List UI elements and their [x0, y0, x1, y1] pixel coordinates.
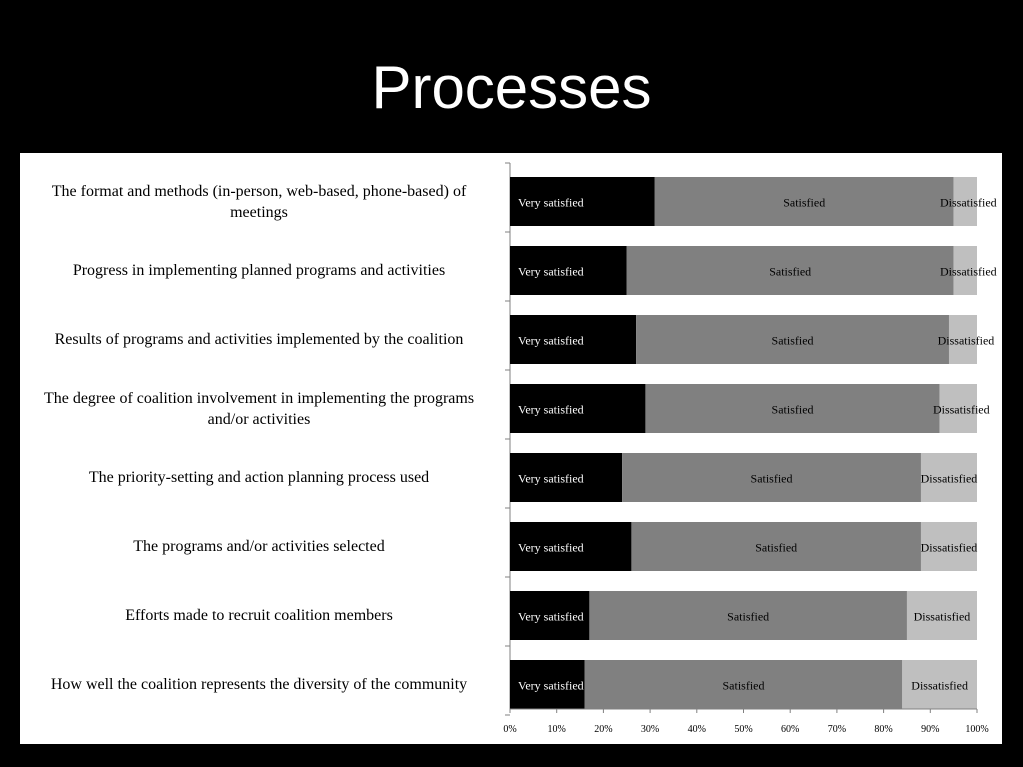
data-label-satisfied: Satisfied — [727, 609, 770, 624]
data-label-satisfied: Satisfied — [750, 471, 793, 486]
stacked-bar-chart — [20, 153, 1002, 744]
x-tick-label: 20% — [594, 724, 613, 735]
category-label: The programs and/or activities selected — [133, 538, 385, 555]
x-tick-label: 100% — [965, 724, 989, 735]
data-label-dissatisfied: Dissatisfied — [911, 678, 968, 693]
data-label-satisfied: Satisfied — [771, 333, 814, 348]
data-label-satisfied: Satisfied — [783, 195, 826, 210]
data-label-dissatisfied: Dissatisfied — [939, 195, 997, 210]
data-label-very-satisfied: Very satisfied — [518, 609, 584, 624]
x-tick-label: 30% — [640, 724, 660, 735]
x-tick-label: 0% — [503, 724, 517, 735]
data-label-very-satisfied: Very satisfied — [518, 333, 584, 348]
category-label: Progress in implementing planned programs and activities — [72, 262, 446, 279]
x-tick-label: 90% — [921, 724, 940, 735]
data-label-satisfied: Satisfied — [769, 264, 812, 279]
data-label-dissatisfied: Dissatisfied — [913, 609, 971, 624]
data-label-satisfied: Satisfied — [722, 678, 765, 693]
category-label: The degree of coalition involvement in implementing the programs and/or activities — [43, 389, 475, 428]
category-label: The priority-setting and action planning process used — [88, 469, 430, 486]
x-tick-label: 10% — [547, 724, 566, 735]
x-tick-label: 40% — [687, 724, 706, 735]
data-label-dissatisfied: Dissatisfied — [939, 264, 997, 279]
data-label-very-satisfied: Very satisfied — [518, 264, 584, 279]
data-label-dissatisfied: Dissatisfied — [932, 402, 990, 417]
slide-title: Processes — [371, 54, 652, 121]
x-tick-label: 80% — [874, 724, 893, 735]
data-label-dissatisfied: Dissatisfied — [920, 540, 978, 555]
x-tick-label: 60% — [781, 724, 800, 735]
data-label-satisfied: Satisfied — [771, 402, 814, 417]
category-label: How well the coalition represents the diversity of the community — [50, 676, 468, 693]
category-label: Efforts made to recruit coalition members — [125, 607, 393, 624]
x-tick-label: 70% — [827, 724, 847, 735]
data-label-very-satisfied: Very satisfied — [518, 402, 584, 417]
data-label-very-satisfied: Very satisfied — [518, 471, 584, 486]
x-tick-label: 50% — [734, 724, 753, 735]
category-label: Results of programs and activities implemented by the coalition — [54, 331, 464, 348]
data-label-dissatisfied: Dissatisfied — [920, 471, 978, 486]
data-label-dissatisfied: Dissatisfied — [937, 333, 995, 348]
category-label: The format and methods (in-person, web-based, phone-based) of meetings — [51, 182, 467, 221]
chart-panel — [20, 153, 1002, 744]
data-label-satisfied: Satisfied — [755, 540, 798, 555]
data-label-very-satisfied: Very satisfied — [518, 678, 584, 693]
data-label-very-satisfied: Very satisfied — [518, 540, 584, 555]
data-label-very-satisfied: Very satisfied — [518, 195, 584, 210]
